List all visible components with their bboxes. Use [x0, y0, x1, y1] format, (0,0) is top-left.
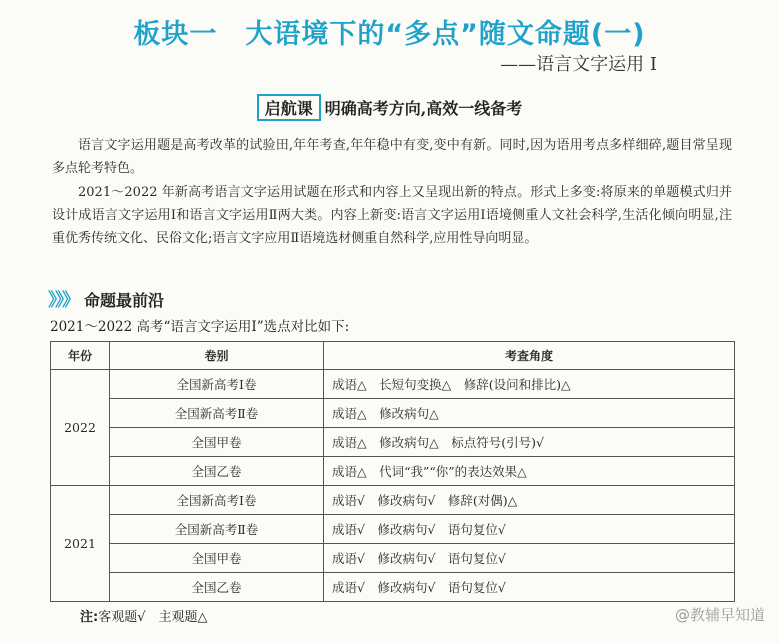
banner-text: 明确高考方向,高效一线备考: [324, 99, 523, 118]
watermark: @教辅早知道: [674, 606, 765, 624]
angle-cell: 成语√ 修改病句√ 语句复位√: [324, 573, 735, 602]
comparison-table: [50, 341, 735, 602]
angle-cell: 成语√ 修改病句√ 修辞(对偶)△: [324, 486, 735, 515]
year-cell: 2021: [51, 486, 110, 602]
paper-cell: 全国新高考Ⅰ卷: [110, 370, 324, 399]
paper-cell: 全国新高考Ⅱ卷: [110, 515, 324, 544]
angle-cell: 成语√ 修改病句√ 语句复位√: [324, 544, 735, 573]
table-row: [51, 370, 735, 399]
paper-cell: 全国甲卷: [110, 428, 324, 457]
table-row: [51, 573, 735, 602]
table-row: [51, 544, 735, 573]
header-year: 年份: [51, 342, 110, 370]
table-row: [51, 399, 735, 428]
chevron-right-icon: 》》》: [48, 290, 78, 311]
banner-tag: 启航课: [257, 94, 321, 121]
paragraph-1: 语言文字运用题是高考改革的试验田,年年考查,年年稳中有变,变中有新。同时,因为语用考点多样细碎,题目常呈现多点轮考特色。: [52, 138, 732, 176]
paper-cell: 全国新高考Ⅱ卷: [110, 399, 324, 428]
table-row: [51, 486, 735, 515]
table-row: [51, 428, 735, 457]
page-subtitle: ——语言文字运用 Ⅰ: [500, 54, 657, 75]
note-text: 客观题√ 主观题△: [98, 610, 208, 625]
page-title: 板块一 大语境下的“多点”随文命题(一): [133, 19, 646, 50]
note-label: 注:: [80, 610, 99, 625]
table-row: [51, 515, 735, 544]
table-header-row: [51, 342, 735, 370]
table-row: [51, 457, 735, 486]
angle-cell: 成语△ 代词“我”“你”的表达效果△: [324, 457, 735, 486]
section-heading: [48, 286, 164, 312]
angle-cell: 成语△ 修改病句△ 标点符号(引号)√: [324, 428, 735, 457]
year-cell: 2022: [51, 370, 110, 486]
angle-cell: 成语√ 修改病句√ 语句复位√: [324, 515, 735, 544]
angle-cell: 成语△ 长短句变换△ 修辞(设问和排比)△: [324, 370, 735, 399]
table-intro: 2021～2022 高考“语言文字运用Ⅰ”选点对比如下:: [50, 319, 350, 335]
paper-cell: 全国乙卷: [110, 573, 324, 602]
paper-cell: 全国甲卷: [110, 544, 324, 573]
header-paper: 卷别: [110, 342, 324, 370]
paragraph-2: 2021～2022 年新高考语言文字运用试题在形式和内容上又呈现出新的特点。形式上多变:将原来的单题模式归并设计成语言文字运用Ⅰ和语言文字运用Ⅱ两大类。内容上新变:语言文字运用Ⅰ语境侧重人文社会科学,生活化倾向明显,注重优秀传统文化、民俗文化;语言文字应用Ⅱ语境选材侧重自然科学,应用性导向明显。: [52, 185, 732, 246]
angle-cell: 成语△ 修改病句△: [324, 399, 735, 428]
paper-cell: 全国新高考Ⅰ卷: [110, 486, 324, 515]
paper-cell: 全国乙卷: [110, 457, 324, 486]
header-angle: 考查角度: [324, 342, 735, 370]
table-note: [80, 606, 208, 625]
section-title: 命题最前沿: [84, 290, 165, 310]
course-banner: [0, 94, 779, 121]
